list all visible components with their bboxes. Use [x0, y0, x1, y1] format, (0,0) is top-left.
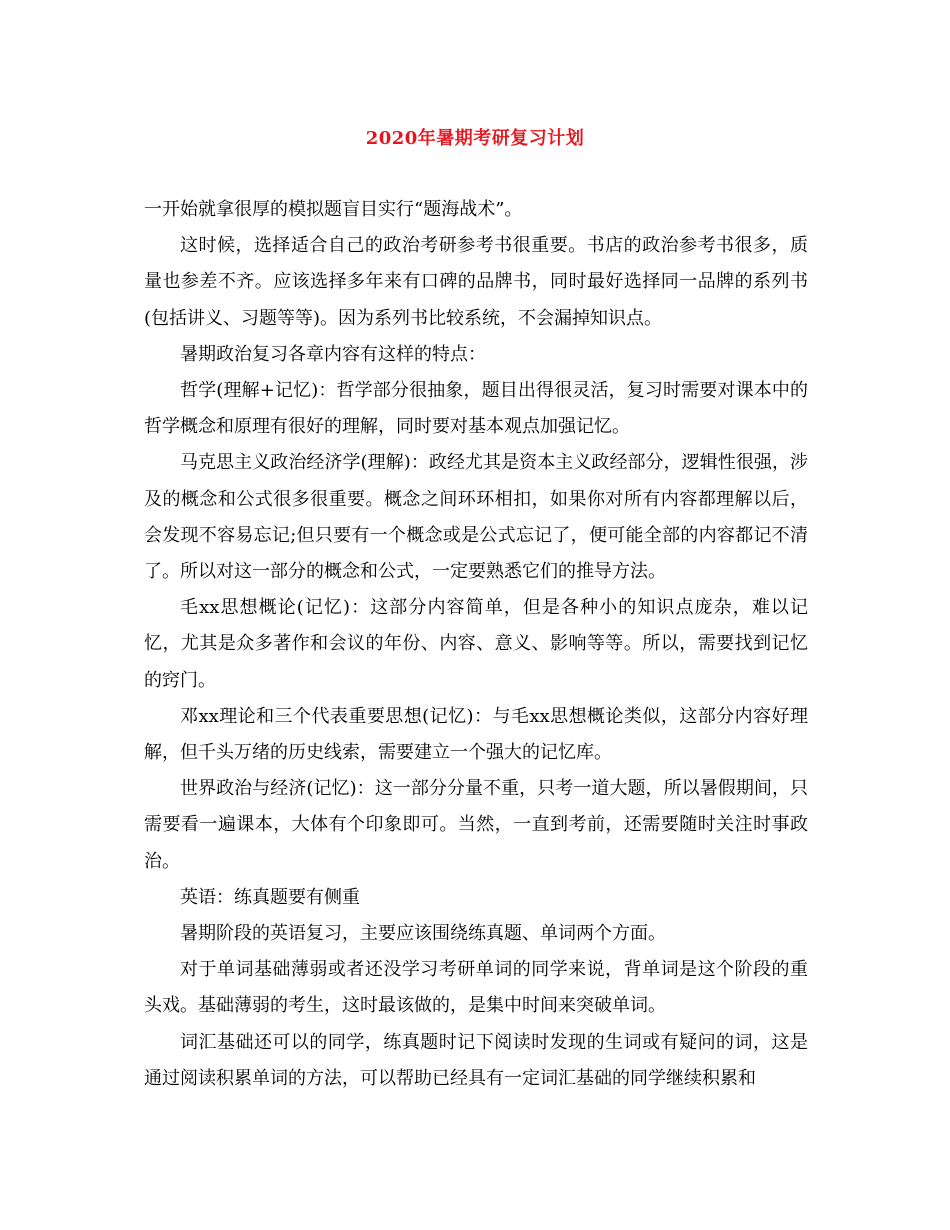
paragraph-english-heading: 英语：练真题要有侧重: [180, 886, 360, 908]
paragraph-vocabulary-good: 词汇基础还可以的同学，练真题时记下阅读时发现的生词或有疑问的词，这是通过阅读积累单词的方法，可以帮助已经具有一定词汇基础的同学继续积累和: [144, 1031, 808, 1089]
paragraph-world-politics: 世界政治与经济(记忆)：这一部分分量不重，只考一道大题，所以暑假期间，只需要看一遍课本，大体有个印象即可。当然，一直到考前，还需要随时关注时事政治。: [144, 778, 808, 872]
document-body: [144, 192, 808, 1097]
document-title: 2020年暑期考研复习计划: [365, 128, 585, 149]
paragraph-political-economy: 马克思主义政治经济学(理解)：政经尤其是资本主义政经部分，逻辑性很强，涉及的概念和公式很多很重要。概念之间环环相扣，如果你对所有内容都理解以后，会发现不容易忘记;但只要有一个概念或是公式忘记了，便可能全部的内容都记不清了。所以对这一部分的概念和公式，一定要熟悉它们的推导方法。: [144, 452, 808, 583]
paragraph-deng-theory: 邓xx理论和三个代表重要思想(记忆)：与毛xx思想概论类似，这部分内容好理解，但千头万绪的历史线索，需要建立一个强大的记忆库。: [144, 705, 808, 764]
paragraph-continuation: 一开始就拿很厚的模拟题盲目实行“题海战术”。: [144, 199, 523, 220]
paragraph-philosophy: 哲学(理解+记忆)：哲学部分很抽象，题目出得很灵活，复习时需要对课本中的哲学概念和原理有很好的理解，同时要对基本观点加强记忆。: [144, 380, 808, 438]
paragraph-mao-thought: 毛xx思想概论(记忆)：这部分内容简单，但是各种小的知识点庞杂，难以记忆，尤其是众多著作和会议的年份、内容、意义、影响等等。所以，需要找到记忆的窍门。: [144, 597, 808, 691]
paragraph-politics-features: 暑期政治复习各章内容有这样的特点：: [180, 343, 486, 365]
paragraph-reference-books: 这时候，选择适合自己的政治考研参考书很重要。书店的政治参考书很多，质量也参差不齐。应该选择多年来有口碑的品牌书，同时最好选择同一品牌的系列书(包括讲义、习题等等)。因为系列书比较系统，不会漏掉知识点。: [144, 235, 808, 329]
paragraph-english-review: 暑期阶段的英语复习，主要应该围绕练真题、单词两个方面。: [180, 923, 666, 945]
paragraph-vocabulary-weak: 对于单词基础薄弱或者还没学习考研单词的同学来说，背单词是这个阶段的重头戏。基础薄弱的考生，这时最该做的，是集中时间来突破单词。: [144, 959, 808, 1017]
